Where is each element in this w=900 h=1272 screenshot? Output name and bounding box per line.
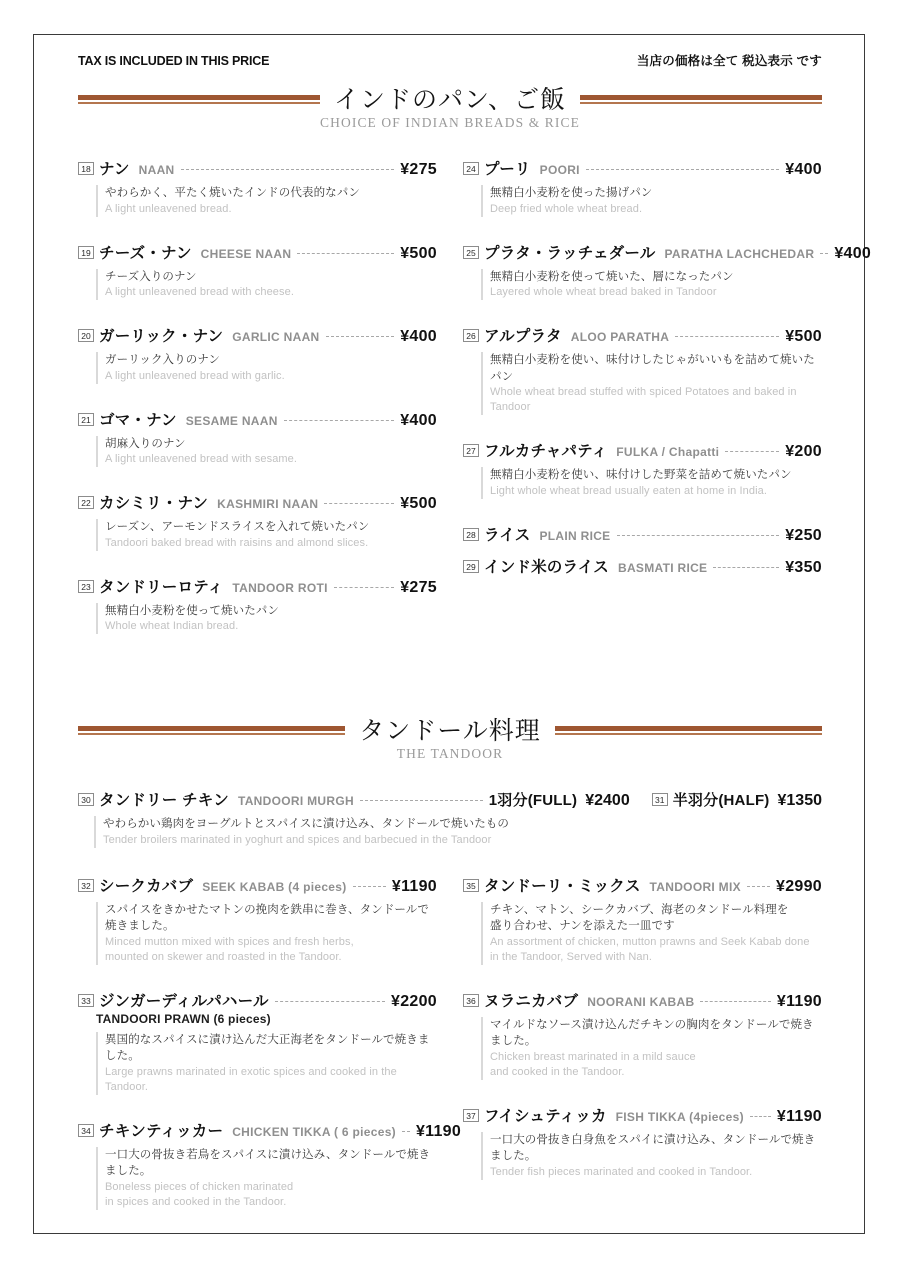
leader-dots	[402, 1131, 410, 1132]
tax-notice-bar	[78, 51, 822, 69]
leader-dots	[284, 420, 394, 421]
item-description	[481, 352, 822, 415]
item-description-japanese: ガーリック入りのナン	[105, 354, 220, 367]
item-description-english: Tandoori baked bread with raisins and almond slices.	[105, 536, 369, 549]
item-number-badge: 37	[463, 1109, 479, 1122]
item-description-japanese: マイルドなソース漬け込んだチキンの胸肉をタンドールで焼きました。	[490, 1018, 814, 1048]
item-name-japanese: プラタ・ラッチェダール	[484, 244, 656, 262]
item-description-english: Chicken breast marinated in a mild sauce	[490, 1050, 696, 1063]
item-price: ¥1190	[776, 992, 822, 1010]
item-price: ¥350	[785, 558, 822, 576]
item-description-english: in spices and cooked in the Tandoor.	[105, 1195, 287, 1208]
leader-dots	[324, 503, 394, 504]
menu-item[interactable]	[78, 241, 437, 301]
item-price: ¥275	[400, 161, 437, 178]
menu-item[interactable]	[463, 523, 822, 545]
item-subtitle-english: TANDOORI PRAWN (6 pieces)	[96, 1011, 271, 1026]
item-description-japanese: 無精白小麦粉を使った揚げパン	[490, 187, 653, 199]
item-description	[96, 185, 437, 217]
item-name-english: CHEESE NAAN	[200, 246, 292, 261]
item-name-english: SESAME NAAN	[185, 413, 278, 428]
item-description-english: A light unleavened bread.	[105, 202, 232, 215]
item-description-english: Tender fish pieces marinated and cooked in Tandoor.	[490, 1166, 753, 1179]
item-name-english: PARATHA LACHCHEDAR	[664, 246, 815, 261]
item-description-japanese: チキン、マトン、シークカバブ、海老のタンドール料理を	[490, 903, 789, 916]
item-number-badge: 30	[78, 793, 94, 806]
item-name-english: FULKA / Chapatti	[616, 445, 720, 460]
item-name-japanese: プーリ	[484, 161, 531, 178]
item-name-english: NOORANI KABAB	[587, 994, 695, 1009]
leader-dots	[820, 253, 828, 254]
item-number-badge: 36	[463, 994, 479, 1007]
menu-column-left	[78, 157, 437, 658]
item-description-japanese: 無精白小麦粉を使って焼いたパン	[105, 604, 279, 617]
item-name-english: POORI	[539, 163, 580, 177]
item-number-badge: 34	[78, 1124, 94, 1137]
item-description-english: Boneless pieces of chicken marinated	[105, 1181, 294, 1194]
item-description-japanese: 一口大の骨抜き若鳥をスパイスに漬け込み、タンドールで焼きました。	[105, 1148, 431, 1178]
item-name-english: BASMATI RICE	[617, 560, 708, 575]
item-name-english: ALOO PARATHA	[570, 330, 670, 345]
leader-dots	[586, 169, 779, 170]
section-title-english: THE TANDOOR	[396, 746, 504, 762]
item-name-japanese: インド米のライス	[484, 558, 609, 576]
item-description	[481, 467, 822, 499]
portion-full-price: ¥2400	[585, 792, 630, 810]
leader-dots	[700, 1001, 770, 1002]
item-price: ¥500	[400, 495, 437, 513]
menu-item-tandoori-murgh[interactable]	[78, 788, 822, 848]
leader-dots	[713, 567, 779, 568]
item-description	[96, 436, 437, 468]
menu-item[interactable]	[78, 491, 437, 551]
item-number-badge: 28	[463, 528, 479, 541]
menu-column-right	[463, 157, 872, 658]
item-description	[96, 519, 437, 551]
portion-full-label: 1羽分(FULL)	[488, 792, 578, 810]
menu-item[interactable]	[78, 874, 437, 965]
menu-item[interactable]	[463, 157, 822, 217]
item-description	[481, 1132, 822, 1180]
item-description-english: Minced mutton mixed with spices and fresh herbs,	[105, 935, 354, 948]
item-name-japanese: フイシュティッカ	[484, 1107, 607, 1125]
section-header-tandoor	[78, 718, 822, 762]
item-description	[481, 269, 822, 301]
item-number-badge: 33	[78, 994, 94, 1007]
item-description-english: Tender broilers marinated in yoghurt and spices and barbecued in the Tandoor	[103, 833, 492, 846]
item-price: ¥1190	[776, 1107, 822, 1125]
menu-item[interactable]	[78, 989, 437, 1095]
item-name-english: SEEK KABAB (4 pieces)	[202, 879, 347, 894]
item-name-japanese: タンドリー チキン	[99, 792, 229, 810]
item-number-badge: 23	[78, 580, 94, 593]
menu-item[interactable]	[78, 324, 437, 384]
item-name-japanese: チーズ・ナン	[99, 244, 192, 262]
item-description-japanese: やわらかい鶏肉をヨーグルトとスパイスに漬け込み、タンドールで焼いたもの	[103, 818, 509, 831]
menu-item[interactable]	[463, 874, 822, 965]
item-description-japanese: 無精白小麦粉を使い、味付けした野菜を詰めて焼いたパン	[490, 469, 792, 482]
leader-dots	[334, 587, 394, 588]
section-title-japanese: インドのパン、ご飯	[334, 85, 567, 114]
item-number-badge: 31	[652, 793, 668, 806]
item-description	[96, 603, 437, 635]
leader-dots	[675, 336, 779, 337]
menu-item[interactable]	[78, 408, 437, 468]
item-name-japanese: ジンガーディルパハール	[99, 992, 269, 1010]
item-price: ¥400	[834, 244, 872, 262]
item-description-japanese: 異国的なスパイスに漬け込んだ大正海老をタンドールで焼きました。	[105, 1033, 430, 1063]
menu-columns-tandoor	[78, 874, 822, 1234]
item-description-japanese: 盛り合わせ、ナンを添えた一皿です	[490, 920, 675, 933]
item-number-badge: 22	[78, 496, 94, 509]
leader-dots	[747, 886, 770, 887]
item-description-english: A light unleavened bread with sesame.	[105, 453, 298, 466]
item-price: ¥500	[785, 328, 822, 346]
item-description-japanese: チーズ入りのナン	[105, 270, 197, 283]
leader-dots	[750, 1116, 771, 1117]
rule-right	[580, 95, 822, 104]
item-name-english: TANDOORI MIX	[649, 879, 741, 894]
item-name-japanese: チキンティッカー	[99, 1122, 224, 1140]
item-name-english: GARLIC NAAN	[232, 330, 320, 345]
item-price: ¥275	[400, 578, 437, 596]
menu-column-left	[78, 874, 462, 1234]
tax-notice-english: TAX IS INCLUDED IN THIS PRICE	[78, 54, 270, 68]
item-description-english: An assortment of chicken, mutton prawns and Seek Kabab done	[490, 935, 810, 948]
item-description-english: and cooked in the Tandoor.	[490, 1065, 625, 1078]
item-description-english: Light whole wheat bread usually eaten at home in India.	[490, 484, 768, 497]
item-number-badge: 24	[463, 162, 479, 175]
item-name-japanese: ガーリック・ナン	[99, 328, 224, 346]
section-header-breads	[78, 87, 822, 131]
leader-dots	[275, 1001, 385, 1002]
item-name-japanese: ヌラニカバブ	[484, 992, 579, 1010]
item-description	[96, 1032, 437, 1095]
item-price: ¥400	[400, 328, 437, 346]
item-name-english: NAAN	[138, 163, 175, 177]
menu-item[interactable]	[463, 439, 822, 499]
rule-left	[78, 726, 345, 735]
item-description	[481, 185, 822, 217]
menu-page	[33, 34, 872, 1234]
item-description-japanese: 一口大の骨抜き白身魚をスパイに漬け込み、タンドールで焼きました。	[490, 1133, 816, 1163]
item-price: ¥2990	[776, 877, 822, 895]
menu-item[interactable]	[463, 241, 872, 301]
item-price: ¥1190	[391, 877, 437, 895]
leader-dots	[353, 886, 386, 887]
portion-half-label: 半羽分(HALF)	[672, 792, 770, 810]
menu-item[interactable]	[463, 989, 822, 1080]
item-description-japanese: レーズン、アーモンドスライスを入れて焼いたパン	[105, 521, 370, 534]
item-name-english: TANDOORI MURGH	[237, 794, 354, 809]
item-price: ¥200	[785, 443, 822, 461]
item-name-japanese: フルカチャパティ	[484, 443, 608, 461]
item-number-badge: 20	[78, 329, 94, 342]
item-name-japanese: ライス	[484, 526, 531, 544]
menu-item[interactable]	[463, 1104, 822, 1180]
item-name-english: TANDOOR ROTI	[232, 580, 328, 595]
item-description-english: Whole wheat bread stuffed with spiced Potatoes and baked in Tandoor	[490, 386, 797, 414]
item-description-japanese: やわらかく、平たく焼いたインドの代表的なパン	[105, 187, 360, 199]
item-name-japanese: ゴマ・ナン	[99, 411, 177, 429]
portion-half-price: ¥1350	[777, 792, 822, 810]
item-number-badge: 18	[78, 162, 94, 175]
item-description	[481, 1017, 822, 1080]
item-description-english: Whole wheat Indian bread.	[105, 620, 239, 633]
item-description-japanese: 無精白小麦粉を使い、味付けしたじゃがいいもを詰めて焼いたパン	[490, 354, 815, 383]
item-number-badge: 21	[78, 413, 94, 426]
leader-dots	[617, 535, 780, 536]
item-description	[94, 816, 822, 848]
item-number-badge: 27	[463, 444, 479, 457]
leader-dots	[181, 169, 395, 170]
item-name-japanese: カシミリ・ナン	[99, 495, 209, 513]
section-title-japanese: タンドール料理	[359, 716, 541, 746]
item-description-english: Large prawns marinated in exotic spices and cooked in the Tandoor.	[105, 1065, 397, 1093]
item-number-badge: 35	[463, 879, 479, 892]
item-description-english: Layered whole wheat bread baked in Tandoor	[490, 286, 717, 299]
item-name-japanese: タンドリーロティ	[99, 578, 224, 596]
item-description	[481, 902, 822, 965]
item-description-japanese: 胡麻入りのナン	[105, 437, 186, 450]
item-price: ¥1190	[415, 1122, 462, 1140]
leader-dots	[326, 336, 395, 337]
item-description-english: Deep fried whole wheat bread.	[490, 202, 643, 215]
item-description-english: A light unleavened bread with cheese.	[105, 286, 294, 299]
item-number-badge: 19	[78, 246, 94, 259]
item-description	[96, 269, 437, 301]
item-number-badge: 32	[78, 879, 94, 892]
item-name-japanese: シークカバブ	[99, 877, 194, 895]
section-title-english: CHOICE OF INDIAN BREADS & RICE	[320, 115, 580, 130]
item-name-japanese: ナン	[99, 161, 130, 178]
leader-dots	[360, 800, 483, 801]
leader-dots	[297, 253, 394, 254]
item-name-english: CHICKEN TIKKA ( 6 pieces)	[232, 1124, 396, 1139]
item-description-english: A light unleavened bread with garlic.	[105, 369, 285, 382]
item-name-english: KASHMIRI NAAN	[217, 497, 319, 512]
item-description-english: in the Tandoor, Served with Nan.	[490, 950, 652, 963]
item-number-badge: 25	[463, 246, 479, 259]
item-description	[96, 352, 437, 384]
item-price: ¥2200	[391, 992, 437, 1010]
menu-item[interactable]	[463, 324, 822, 415]
item-name-english: PLAIN RICE	[539, 528, 611, 543]
item-name-english: FISH TIKKA (4pieces)	[615, 1109, 744, 1124]
leader-dots	[725, 451, 779, 452]
item-number-badge: 26	[463, 329, 479, 342]
item-price: ¥250	[785, 526, 822, 544]
item-price: ¥400	[785, 161, 822, 178]
item-price: ¥500	[400, 244, 437, 262]
item-description	[96, 1147, 437, 1210]
menu-item[interactable]	[463, 555, 822, 577]
menu-item[interactable]	[78, 575, 437, 635]
menu-item[interactable]	[78, 157, 437, 217]
item-number-badge: 29	[463, 560, 479, 573]
rule-left	[78, 95, 320, 104]
item-description-japanese: 無精白小麦粉を使って焼いた、層になったパン	[490, 270, 734, 283]
menu-column-right	[463, 874, 822, 1234]
menu-item[interactable]	[78, 1119, 462, 1210]
item-name-japanese: タンドーリ・ミックス	[484, 877, 641, 895]
item-description	[96, 902, 437, 965]
item-price: ¥400	[400, 411, 437, 429]
menu-columns-breads	[78, 157, 872, 658]
item-description-english: mounted on skewer and roasted in the Tandoor.	[105, 950, 342, 963]
item-name-japanese: アルプラタ	[484, 328, 562, 346]
rule-right	[555, 726, 822, 735]
item-description-japanese: スパイスをきかせたマトンの挽肉を鉄串に巻き、タンドールで焼きました。	[105, 903, 429, 933]
tax-notice-japanese: 当店の価格は全て 税込表示 です	[636, 54, 822, 68]
